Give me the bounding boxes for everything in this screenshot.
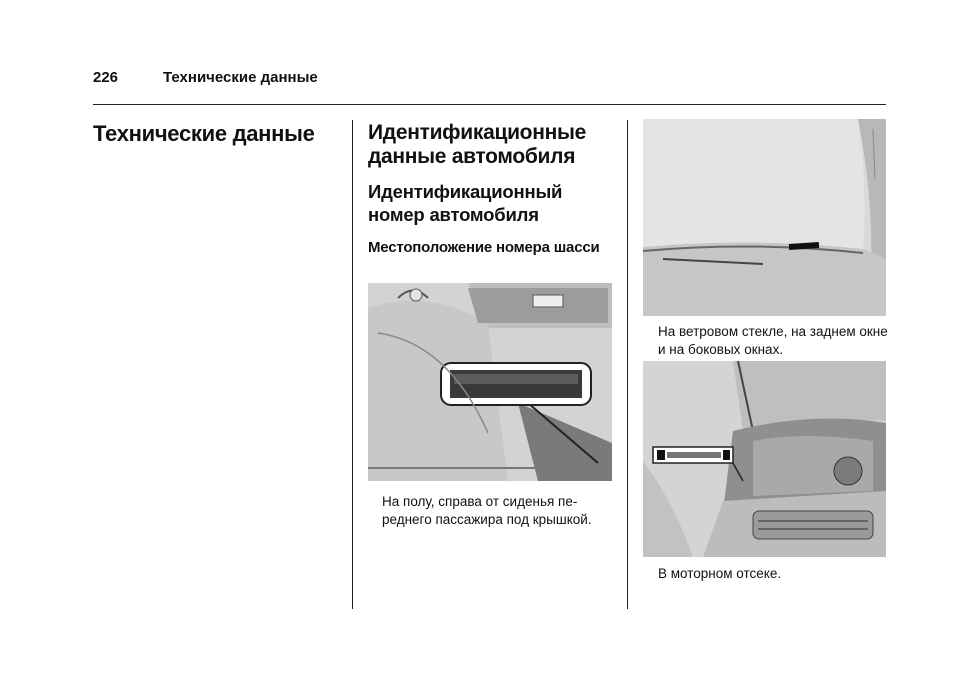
running-header-title: Технические данные xyxy=(163,69,318,86)
column-divider-left xyxy=(352,120,353,609)
figure-caption-engine: В моторном отсеке. xyxy=(658,566,782,581)
figure-engine-location xyxy=(643,361,886,557)
topic-heading: Местоположение номера шасси xyxy=(368,239,600,256)
figure-caption-floor: На полу, справа от сиденья пе-реднего пассажира под крышкой. xyxy=(382,494,592,527)
subsection-heading: Идентификационный номер автомобиля xyxy=(368,181,563,225)
floor-illustration xyxy=(368,283,612,481)
figure-floor-location xyxy=(368,283,612,481)
section-heading: Идентификационные данные автомобиля xyxy=(368,121,586,168)
header-rule xyxy=(93,104,886,105)
running-header xyxy=(93,69,318,86)
windshield-illustration xyxy=(643,119,886,316)
column-divider-right xyxy=(627,120,628,609)
engine-illustration xyxy=(643,361,886,557)
figure-windshield-location xyxy=(643,119,886,316)
page-number: 226 xyxy=(93,69,119,86)
chapter-title: Технические данные xyxy=(93,121,315,146)
figure-caption-windshield: На ветровом стекле, на заднем окне и на боковых окнах. xyxy=(658,324,888,357)
